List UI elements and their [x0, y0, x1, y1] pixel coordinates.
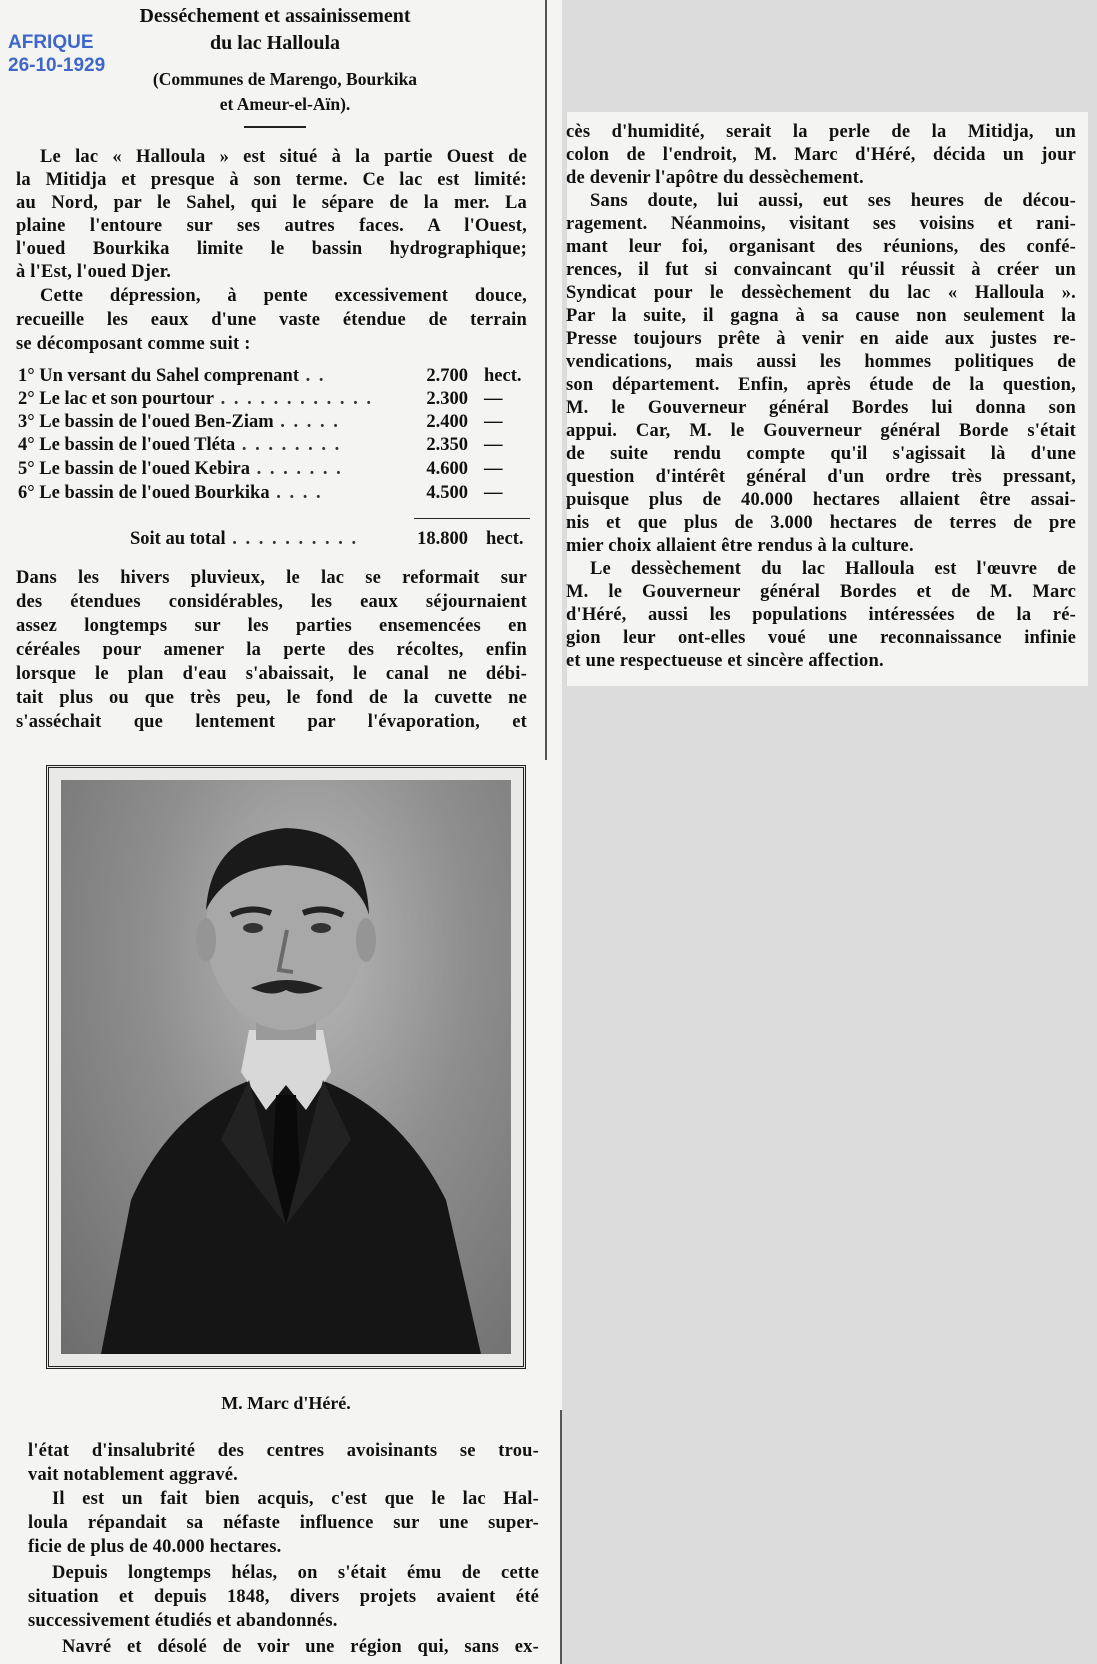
text-line: céréales pour amener la perte des récoltes, enfin — [16, 640, 527, 660]
text-line: Dans les hivers pluvieux, le lac se reformait sur — [16, 568, 527, 588]
text-line: Il est un fait bien acquis, c'est que le lac Hal- — [52, 1489, 539, 1509]
text-line: vendications, mais aussi les hommes politiques de — [566, 352, 1076, 372]
text-line: vait notablement aggravé. — [28, 1465, 239, 1485]
text-line: à l'Est, l'oued Djer. — [16, 262, 172, 282]
text-line: rences, il fut si convaincant qu'il réussit à créer un — [566, 260, 1076, 280]
text-line: nis et que plus de 3.000 hectares de terres de pre — [566, 513, 1076, 533]
text-line: ragement. Néanmoins, visitant ses voisins et rani- — [566, 214, 1076, 234]
text-line: cès d'humidité, serait la perle de la Mitidja, un — [566, 122, 1076, 142]
photo-caption: M. Marc d'Héré. — [221, 1393, 351, 1413]
text-line: et une respectueuse et sincère affection. — [566, 651, 884, 671]
text-line: lorsque le plan d'eau s'abaissait, le canal ne débi- — [16, 664, 527, 684]
table-row: 6° Le bassin de l'oued Bourkika . . . . 4.500 — — [18, 483, 503, 503]
portrait-photo-frame — [46, 765, 526, 1369]
article-title-line-1: Desséchement et assainissement — [139, 5, 411, 27]
date-stamp: 26-10-1929 — [8, 55, 106, 76]
text-line: des étendues considérables, les eaux séjournaient — [16, 592, 527, 612]
text-line: l'état d'insalubrité des centres avoisinants se trou- — [28, 1441, 539, 1461]
text-line: au Nord, par le Sahel, qui le sépare de la mer. La — [16, 193, 527, 213]
text-line: question d'intérêt général d'un ordre très pressant, — [566, 467, 1076, 487]
table-row: 4° Le bassin de l'oued Tléta . . . . . . . . 2.350 — — [18, 435, 503, 455]
portrait-photo — [61, 780, 511, 1354]
text-line: de suite rendu compte qu'il s'agissait là d'une — [566, 444, 1076, 464]
text-line: puisque plus de 40.000 hectares allaient être assai- — [566, 490, 1076, 510]
text-line: plaine l'entoure sur ses autres faces. A l'Ouest, — [16, 216, 527, 236]
text-line: son département. Enfin, après étude de la question, — [566, 375, 1076, 395]
text-line: la Mitidja et presque à son terme. Ce lac est limité: — [16, 170, 527, 190]
text-line: Presse toujours prête à venir en aide aux justes re- — [566, 329, 1076, 349]
table-row: 2° Le lac et son pourtour . . . . . . . . . . . . 2.300 — — [18, 389, 503, 409]
text-line: situation et depuis 1848, divers projets avaient été — [28, 1587, 539, 1607]
source-stamp: AFRIQUE — [8, 32, 94, 53]
text-line: mier choix allaient être rendus à la culture. — [566, 536, 914, 556]
text-line: loula répandait sa néfaste influence sur une super- — [28, 1513, 539, 1533]
text-line: Le lac « Halloula » est situé à la partie Ouest de — [40, 147, 527, 167]
column-divider-lower — [560, 1410, 562, 1664]
text-line: colon de l'endroit, M. Marc d'Héré, décida un jour — [566, 145, 1076, 165]
text-line: successivement étudiés et abandonnés. — [28, 1611, 338, 1631]
text-line: de devenir l'apôtre du dessèchement. — [566, 168, 864, 188]
text-line: Par la suite, il gagna à sa cause non seulement la — [566, 306, 1076, 326]
table-row: 1° Un versant du Sahel comprenant . . 2.700 hect. — [18, 366, 522, 386]
table-row: 5° Le bassin de l'oued Kebira . . . . . . . 4.600 — — [18, 459, 503, 479]
heading-rule — [244, 126, 306, 128]
text-line: Syndicat pour le dessèchement du lac « Halloula ». — [566, 283, 1076, 303]
text-line: gion leur ont-elles voué une reconnaissance infinie — [566, 628, 1076, 648]
article-title-line-2: du lac Halloula — [209, 32, 341, 54]
text-line: Sans doute, lui aussi, eut ses heures de décou- — [590, 191, 1076, 211]
column-divider — [545, 0, 547, 760]
portrait-illustration — [61, 780, 511, 1354]
text-line: s'asséchait que lentement par l'évaporation, et — [16, 712, 527, 732]
text-line: tait plus ou que très peu, le fond de la cuvette ne — [16, 688, 527, 708]
text-line: Depuis longtemps hélas, on s'était ému de cette — [52, 1563, 539, 1583]
article-subtitle-line-2: et Ameur-el-Aïn). — [219, 94, 351, 114]
text-line: appui. Car, M. le Gouverneur général Borde s'était — [566, 421, 1076, 441]
text-line: assez longtemps sur les parties ensemencées en — [16, 616, 527, 636]
text-line: Le dessèchement du lac Halloula est l'œuvre de — [590, 559, 1076, 579]
text-line: d'Héré, aussi les populations intéressées de la ré- — [566, 605, 1076, 625]
text-line: ficie de plus de 40.000 hectares. — [28, 1537, 282, 1557]
text-line: se décomposant comme suit : — [16, 334, 251, 354]
text-line: mant leur foi, organisant des réunions, des confé- — [566, 237, 1076, 257]
table-total-row: Soit au total . . . . . . . . . . 18.800 hect. — [130, 529, 524, 549]
total-rule — [414, 518, 530, 519]
text-line: recueille les eaux d'une vaste étendue de terrain — [16, 310, 527, 330]
text-line: Navré et désolé de voir une région qui, sans ex- — [62, 1637, 539, 1657]
article-subtitle-line-1: (Communes de Marengo, Bourkika — [152, 69, 418, 89]
table-row: 3° Le bassin de l'oued Ben-Ziam . . . . . 2.400 — — [18, 412, 503, 432]
text-line: M. le Gouverneur général Bordes lui donna son — [566, 398, 1076, 418]
text-line: l'oued Bourkika limite le bassin hydrographique; — [16, 239, 527, 259]
text-line: Cette dépression, à pente excessivement douce, — [40, 286, 527, 306]
text-line: M. le Gouverneur général Bordes et de M. Marc — [566, 582, 1076, 602]
